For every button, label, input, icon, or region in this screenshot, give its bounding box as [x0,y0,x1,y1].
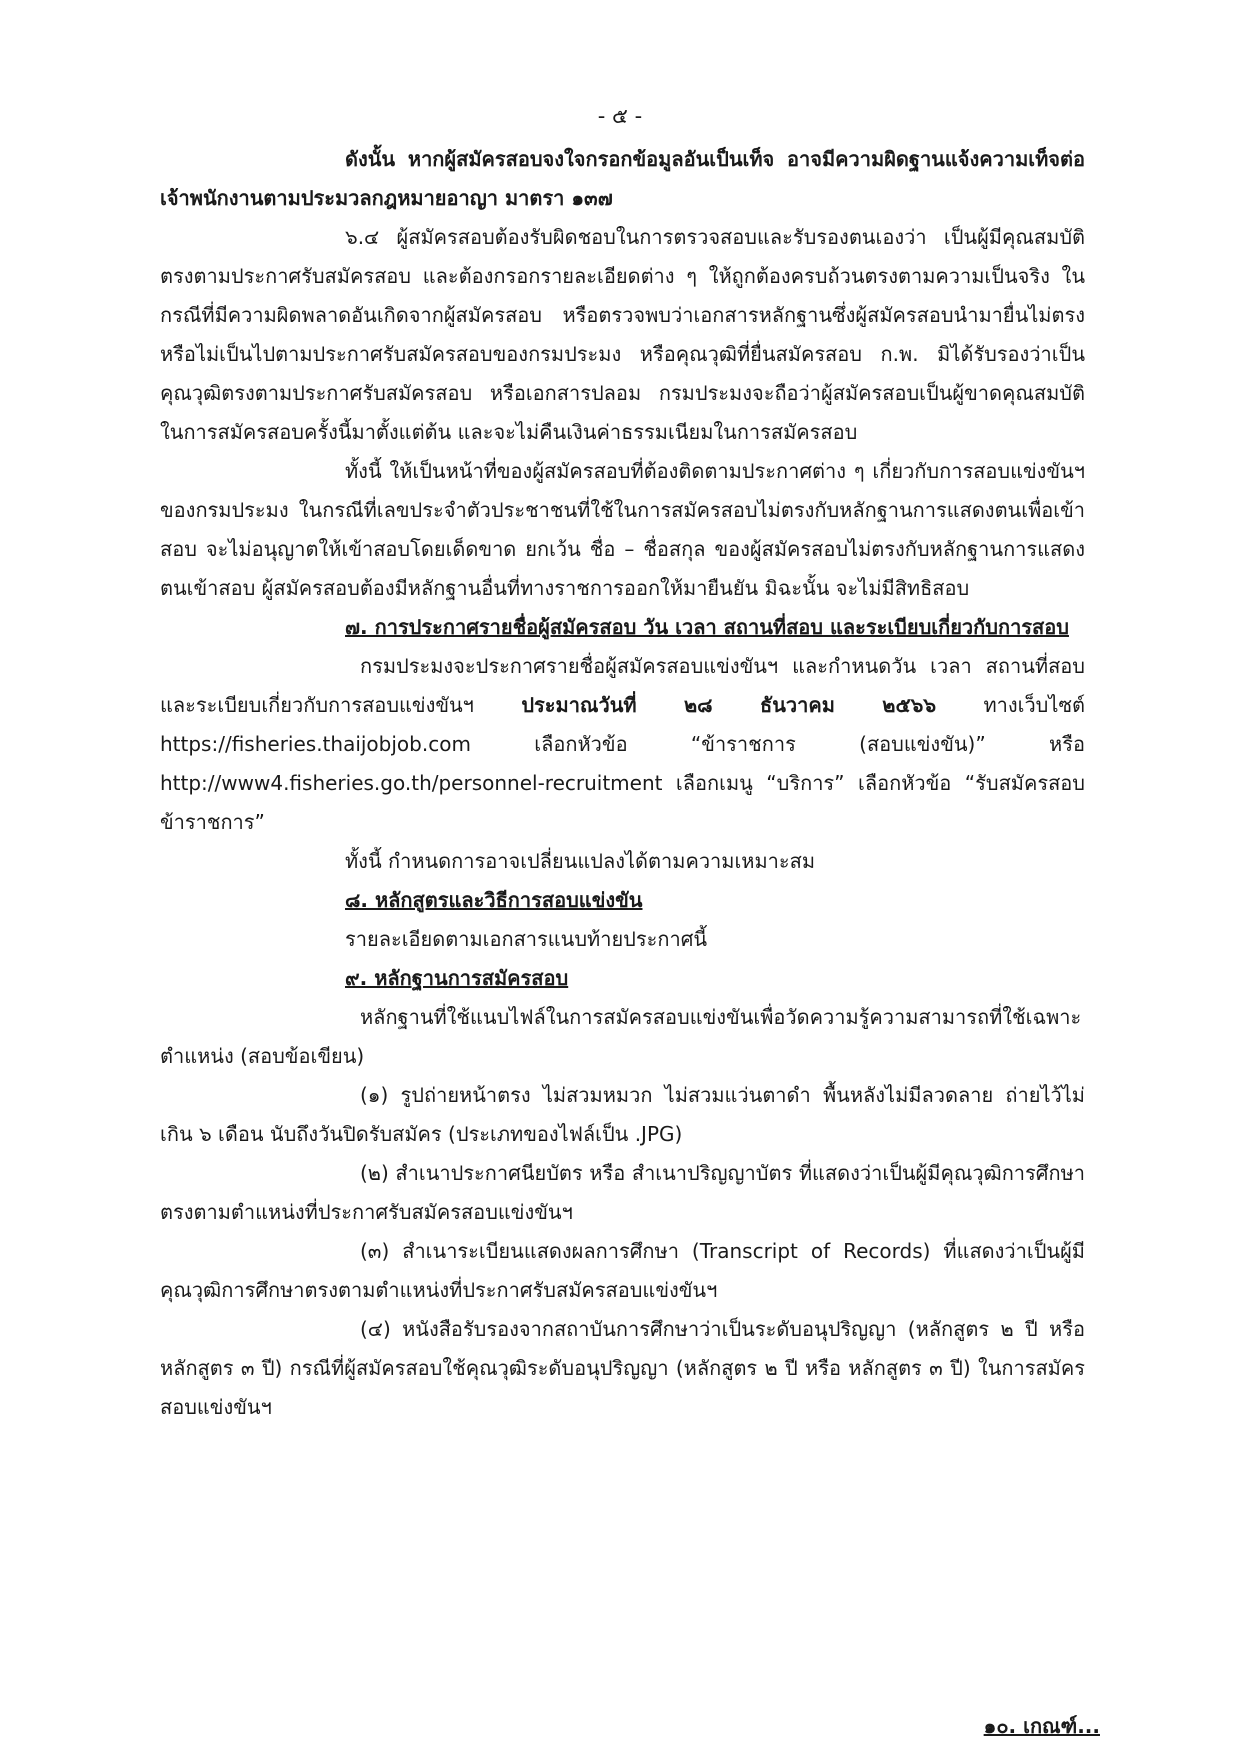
page-number: - ๕ - [597,104,643,128]
section-7-heading: ๗. การประกาศรายชื่อผู้สมัครสอบ วัน เวลา สถานที่สอบ และระเบียบเกี่ยวกับการสอบ [345,615,1069,639]
document-body [160,140,1085,1427]
section-9-heading: ๙. หลักฐานการสมัครสอบ [345,966,569,990]
paragraph-duty: ทั้งนี้ ให้เป็นหน้าที่ของผู้สมัครสอบที่ต้องติดตามประกาศต่าง ๆ เกี่ยวกับการสอบแข่งขันฯ ของกรมประมง ในกรณีที่เลขประจำตัวประชาชนที่ใช้ในการสมัครสอบไม่ตรงกับหลักฐานการแสดงตนเพื่อเข้าสอบ จะไม่อนุญาตให้เข้าสอบโดยเด็ดขาด ยกเว้น ชื่อ – ชื่อสกุล ของผู้สมัครสอบไม่ตรงกับหลักฐานการแสดงตนเข้าสอบ ผู้สมัครสอบต้องมีหลักฐานอื่นที่ทางราชการออกให้มายืนยัน มิฉะนั้น จะไม่มีสิทธิสอบ [160,459,1085,600]
section-9-item: (๓) สำเนาระเบียนแสดงผลการศึกษา (Transcript of Records) ที่แสดงว่าเป็นผู้มีคุณวุฒิการศึกษาตรงตามตำแหน่งที่ประกาศรับสมัครสอบแข่งขันฯ [160,1239,1085,1302]
section-9-intro: หลักฐานที่ใช้แนบไฟล์ในการสมัครสอบแข่งขันเพื่อวัดความรู้ความสามารถที่ใช้เฉพาะตำแหน่ง (สอบข้อเขียน) [160,1005,1082,1068]
section-9-item: (๑) รูปถ่ายหน้าตรง ไม่สวมหมวก ไม่สวมแว่นตาดำ พื้นหลังไม่มีลวดลาย ถ่ายไว้ไม่เกิน ๖ เดือน นับถึงวันปิดรับสมัคร (ประเภทของไฟล์เป็น .JPG) [160,1083,1085,1146]
paragraph-6-4: ๖.๔ ผู้สมัครสอบต้องรับผิดชอบในการตรวจสอบและรับรองตนเองว่า เป็นผู้มีคุณสมบัติตรงตามประกาศรับสมัครสอบ และต้องกรอกรายละเอียดต่าง ๆ ให้ถูกต้องครบถ้วนตรงตามความเป็นจริง ในกรณีที่มีความผิดพลาดอันเกิดจากผู้สมัครสอบ หรือตรวจพบว่าเอกสารหลักฐานซึ่งผู้สมัครสอบนำมายื่นไม่ตรงหรือไม่เป็นไปตามประกาศรับสมัครสอบของกรมประมง หรือคุณวุฒิที่ยื่นสมัครสอบ ก.พ. มิได้รับรองว่าเป็นคุณวุฒิตรงตามประกาศรับสมัครสอบ หรือเอกสารปลอม กรมประมงจะถือว่าผู้สมัครสอบเป็นผู้ขาดคุณสมบัติในการสมัครสอบครั้งนี้มาตั้งแต่ต้น และจะไม่คืนเงินค่าธรรมเนียมในการสมัครสอบ [160,225,1085,444]
section-9-item: (๒) สำเนาประกาศนียบัตร หรือ สำเนาปริญญาบัตร ที่แสดงว่าเป็นผู้มีคุณวุฒิการศึกษาตรงตามตำแหน่งที่ประกาศรับสมัครสอบแข่งขันฯ [160,1161,1085,1224]
section-7-date: ประมาณวันที่ ๒๘ ธันวาคม ๒๕๖๖ [473,693,984,717]
section-7-note: ทั้งนี้ กำหนดการอาจเปลี่ยนแปลงได้ตามความเหมาะสม [345,849,816,873]
lead-paragraph: ดังนั้น หากผู้สมัครสอบจงใจกรอกข้อมูลอันเป็นเท็จ อาจมีความผิดฐานแจ้งความเท็จต่อเจ้าพนักงานตามประมวลกฎหมายอาญา มาตรา ๑๓๗ [160,147,1085,210]
section-8-heading: ๘. หลักสูตรและวิธีการสอบแข่งขัน [345,888,643,912]
section-8-body: รายละเอียดตามเอกสารแนบท้ายประกาศนี้ [345,927,708,951]
page-footer-continuation: ๑๐. เกณฑ์... [983,1714,1100,1738]
section-7-body: กรมประมงจะประกาศรายชื่อผู้สมัครสอบแข่งขันฯ และกำหนดวัน เวลา สถานที่สอบ และระเบียบเกี่ยวกับการสอบแข่งขันฯ ประมาณวันที่ ๒๘ ธันวาคม ๒๕๖๖ ทางเว็บไซต์ https://fisheries.thaijobjob.com เลือกหัวข้อ “ข้าราชการ (สอบแข่งขัน)” หรือ http://www4.fisheries.go.th/personnel-recruitment เลือกเมนู “บริการ” เลือกหัวข้อ “รับสมัครสอบข้าราชการ” [160,654,1085,834]
section-9-item: (๔) หนังสือรับรองจากสถาบันการศึกษาว่าเป็นระดับอนุปริญญา (หลักสูตร ๒ ปี หรือ หลักสูตร ๓ ปี) กรณีที่ผู้สมัครสอบใช้คุณวุฒิระดับอนุปริญญา (หลักสูตร ๒ ปี หรือ หลักสูตร ๓ ปี) ในการสมัครสอบแข่งขันฯ [160,1317,1085,1419]
